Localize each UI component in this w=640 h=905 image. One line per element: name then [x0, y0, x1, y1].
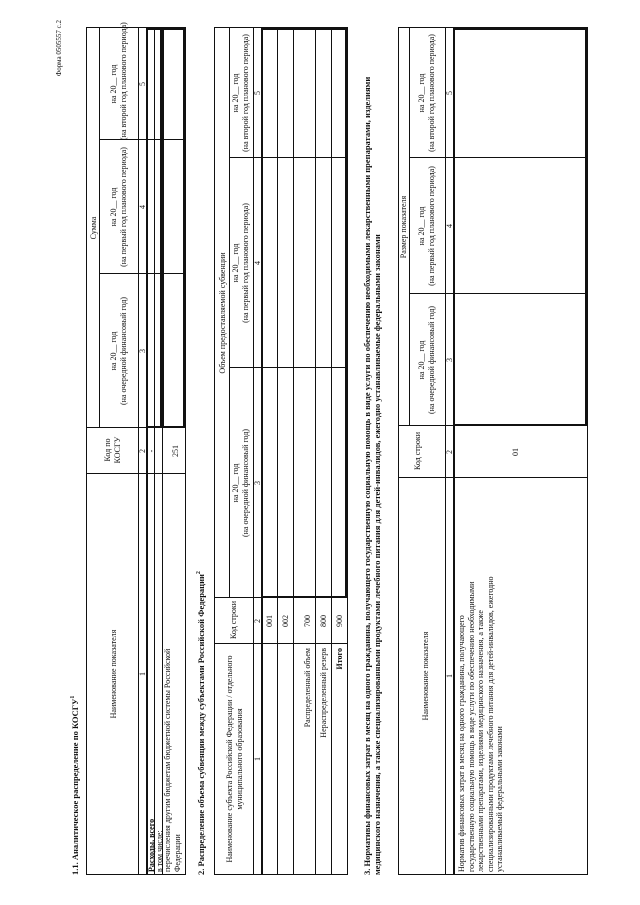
section-2-title: 2. Распределение объема субвенции между субъектами Российской Федерации$^2$: [196, 571, 206, 875]
col-header-year1-sub: (на очередной финансовый год): [427, 305, 436, 415]
row-code: 900: [335, 615, 344, 627]
col-header-year3-sub: (на второй год планового периода): [427, 34, 436, 152]
row-label-norm: Норматив финансовых затрат в месяц на одного гражданина, получающего государственную социальную помощь в виде услуги по обеспечению необходимыми лекарственными препаратами, изделиями медицинского назначения, а также специализированными продуктами лечебного питания для детей-инвалидов, ежегодно устанавливаемый федеральными законами: [457, 576, 505, 872]
row-code: 800: [319, 615, 328, 627]
value-cells-norms[interactable]: [453, 28, 587, 426]
col-number: 4: [138, 205, 147, 209]
row-code: 002: [281, 615, 290, 627]
col-header-year1-sub: (на очередной финансовый год): [119, 296, 128, 406]
form-code: Форма 0505557 с.2: [55, 20, 63, 77]
col-number: 2: [138, 449, 147, 453]
row-code: -: [147, 449, 156, 453]
col-number: 4: [253, 261, 262, 265]
col-number: 3: [253, 481, 262, 485]
col-number: 1: [445, 674, 454, 678]
col-number: 5: [445, 91, 454, 95]
col-header-year2-sub: (на первый год планового периода): [119, 147, 128, 267]
col-number: 3: [445, 358, 454, 362]
col-header-sum: Сумма: [89, 216, 98, 240]
row-label-transfers: перечисления другим бюджетам бюджетной системы Российской Федерации: [163, 648, 182, 872]
col-header-year3-sub: (на второй год планового периода): [241, 34, 250, 152]
row-code: 700: [303, 615, 312, 627]
col-header-code: Код строки: [413, 431, 422, 471]
col-header-year1: на 20__ год: [109, 331, 118, 371]
col-number: 1: [138, 672, 147, 676]
subvention-table: [214, 27, 348, 875]
value-cells-subvention[interactable]: [261, 28, 347, 598]
row-code: 01: [511, 448, 520, 456]
col-header-year2-sub: (на первый год планового периода): [241, 203, 250, 323]
value-cells-total[interactable]: [146, 28, 162, 428]
col-number: 1: [253, 757, 262, 761]
col-header-kosgu: Код по КОСГУ: [103, 436, 122, 464]
col-number: 3: [138, 349, 147, 353]
col-header-code: Код строки: [229, 600, 238, 640]
section-3-title: 3. Нормативы финансовых затрат в месяц на одного гражданина, получающего государственную социальную помощь в виде услуги по обеспечению необходимыми лекарственными препаратами, изделиями медицинского назначения, а также специализированными продуктами лечебного питания для детей-инвалидов, ежегодно устанавливаемые федеральными законами: [362, 76, 383, 875]
row-label-total: Итого: [335, 648, 344, 670]
row-label-total: Расходы, всего: [147, 818, 156, 872]
col-header-indicator: Наименование показателя: [109, 629, 118, 719]
col-number: 2: [253, 619, 262, 623]
value-cells-transfers[interactable]: [162, 28, 185, 428]
col-header-year3-sub: (на второй год планового периода): [119, 22, 128, 140]
col-header-year2: на 20__ год: [109, 187, 118, 227]
col-header-volume: Объем предоставляемой субвенции: [218, 252, 227, 374]
col-number: 5: [138, 82, 147, 86]
col-header-year1: на 20__ год: [417, 340, 426, 380]
col-header-year2: на 20__ год: [417, 206, 426, 246]
col-header-year3: на 20__ год: [417, 73, 426, 113]
col-number: 4: [445, 224, 454, 228]
col-header-indicator: Наименование показателя: [421, 631, 430, 721]
col-number: 2: [445, 450, 454, 454]
norms-table: [398, 27, 588, 875]
col-header-year3: на 20__ год: [231, 73, 240, 113]
col-header-year2: на 20__ год: [231, 243, 240, 283]
row-label-distributed: Распределенный объем: [303, 648, 312, 728]
kosgu-table: [86, 22, 186, 875]
col-header-year1-sub: (на очередной финансовый год): [241, 428, 250, 538]
section-1-title: 1.1. Аналитическое распределение по КОСГУ$^1$: [70, 695, 80, 875]
row-code: 001: [265, 615, 274, 627]
col-number: 5: [253, 91, 262, 95]
col-header-year3: на 20__ год: [109, 64, 118, 104]
col-header-size: Размер показателя: [399, 195, 408, 259]
col-header-year1: на 20__ год: [231, 463, 240, 503]
row-label-including: в том числе:: [155, 830, 164, 872]
col-header-year2-sub: (на первый год планового периода): [427, 166, 436, 286]
row-code: 251: [171, 445, 180, 457]
col-header-subject: Наименование субъекта Российской Федерации / отдельного муниципального образования: [225, 655, 244, 863]
row-label-reserve: Нераспределенный резерв: [319, 648, 328, 738]
